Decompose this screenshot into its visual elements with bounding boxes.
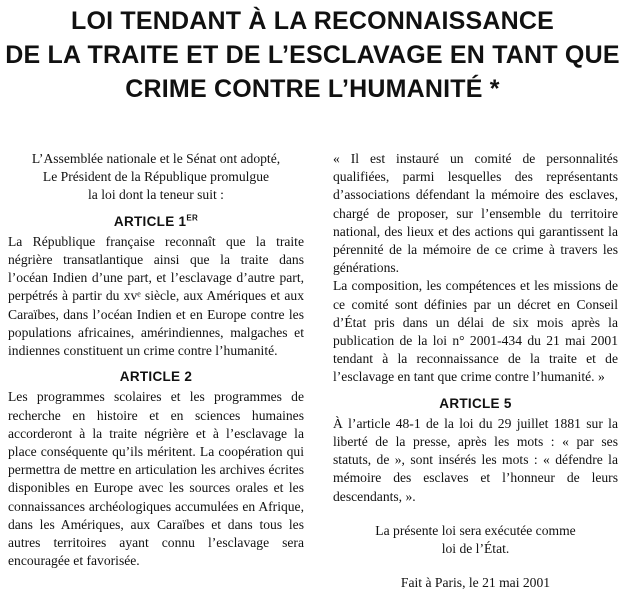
article-4-paragraph-2: La composition, les compétences et les missions de ce comité sont définies par un décret en Conseil d’État pris dans un délai de six mois après la publication de la loi n° 2001-434 du 21 mai 2001 tendant à la reconnaissance de la traite et de l’esclavage en tant que crime contre l’humanité. » — [333, 278, 618, 385]
left-column — [8, 150, 304, 570]
spacer — [333, 558, 618, 574]
article-1-heading-sup: ER — [186, 213, 199, 223]
article-2-heading: ARTICLE 2 — [119, 369, 193, 385]
article-1-heading-text: ARTICLE 1 — [113, 213, 187, 229]
article-1-text: La République française reconnaît que la traite négrière transatlantique ainsi que la traite dans l’océan Indien d’une part, et l’esclavage d’autre part, perpétrés à partir du xvᵉ siècle, aux Amériques et aux Caraïbes, dans l’océan Indien et en Europe contre les populations africaines, amérindiennes, malgaches et indiennes constituent un crime contre l’humanité. — [8, 233, 304, 359]
title-line-1: LOI TENDANT À LA RECONNAISSANCE — [70, 7, 555, 35]
article-5-heading: ARTICLE 5 — [439, 395, 512, 411]
intro-line-2: Le Président de la République promulgue — [42, 169, 270, 185]
closing-line-2: loi de l’État. — [441, 541, 510, 557]
title-line-2: DE LA TRAITE ET DE L’ESCLAVAGE EN TANT QUE — [5, 41, 620, 69]
title-line-3: CRIME CONTRE L’HUMANITÉ * — [125, 75, 500, 103]
article-5-text: À l’article 48-1 de la loi du 29 juillet 1881 sur la liberté de la presse, après les mots : « par ses statuts, de », sont insérés les mots : « défendre la mémoire des esclaves et l’honneur de leurs descendants, ». — [333, 415, 618, 504]
closing-line-1: La présente loi sera exécutée comme — [375, 522, 576, 538]
article-2-text: Les programmes scolaires et les programmes de recherche en histoire et en sciences humaines accorderont à la traite négrière et à l’esclavage la place conséquente qu’ils méritent. La coopération qui permettra de mettre en articulation les archives écrites disponibles en Europe avec les sources orales et les connaissances archéologiques accumulées en Afrique, dans les Amériques, aux Caraïbes et dans tous les autres territoires ayant connu l’esclavage sera encouragée et favorisée. — [8, 389, 304, 569]
signature-line: Fait à Paris, le 21 mai 2001 — [400, 575, 551, 591]
intro-line-3: la loi dont la teneur suit : — [88, 187, 224, 203]
intro-line-1: L’Assemblée nationale et le Sénat ont adopté, — [31, 151, 281, 166]
right-column — [333, 150, 618, 592]
article-4-paragraph-1: « Il est instauré un comité de personnalités qualifiées, parmi lesquelles des représentants d’associations défendant la mémoire des esclaves, chargé de proposer, sur l’ensemble du territoire national, des lieux et des actions qui garantissent la pérennité de la mémoire de ce crime à travers les générations. — [333, 151, 618, 276]
article-1-heading — [8, 213, 304, 231]
spacer — [333, 506, 618, 522]
law-title — [0, 4, 625, 106]
